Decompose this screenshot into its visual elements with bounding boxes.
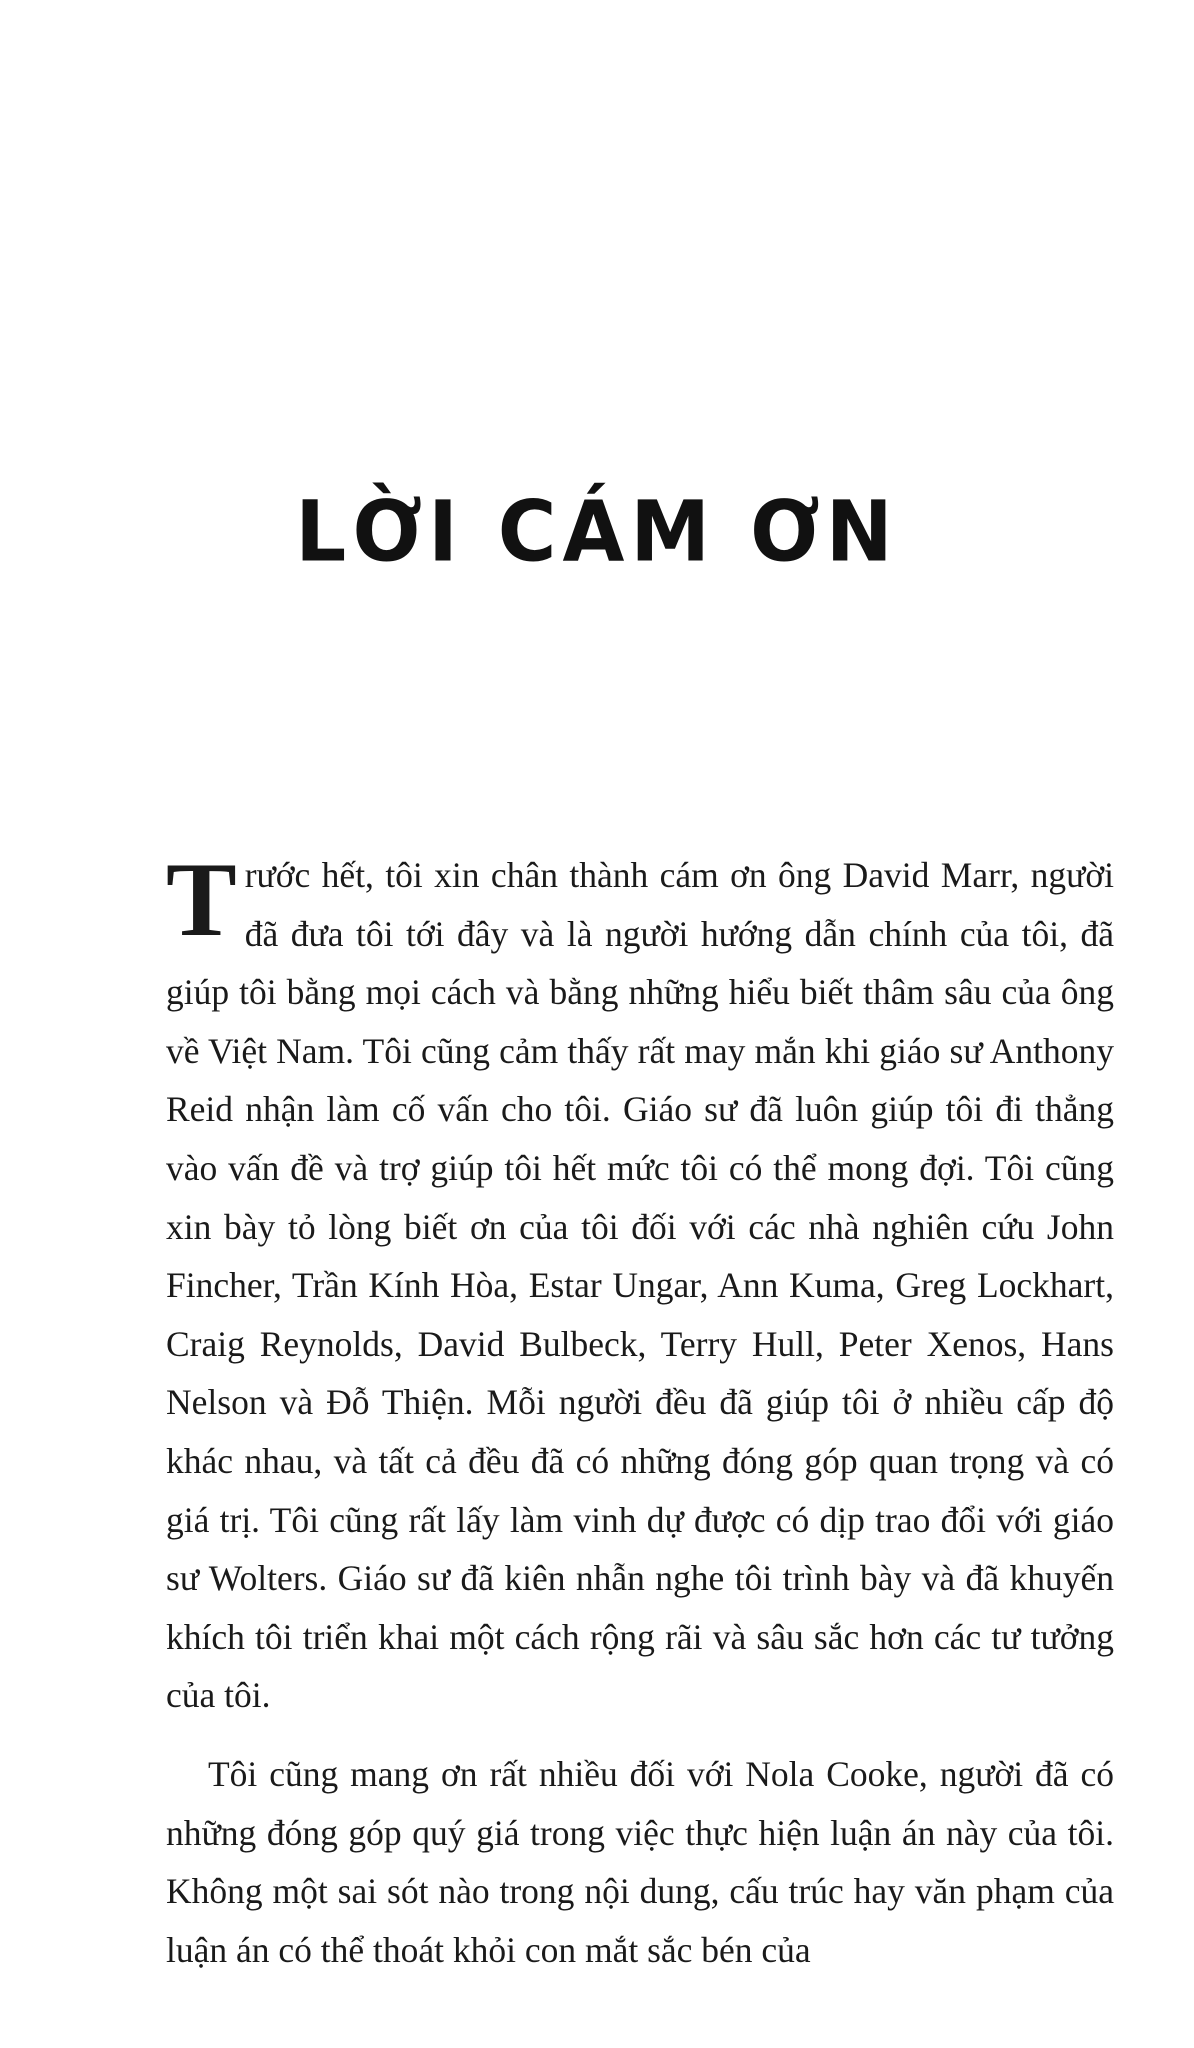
paragraph-2: Tôi cũng mang ơn rất nhiều đối với Nola Cooke, người đã có những đóng góp quý giá trong việc thực hiện luận án này của tôi. Không một sai sót nào trong nội dung, cấu trúc hay văn phạm của luận án có thể thoát khỏi con mắt sắc bén của	[166, 1753, 1114, 1970]
page-title: LỜI CÁM ƠN	[295, 482, 899, 580]
paragraph-1	[166, 841, 1114, 1725]
paragraph-1-text: rước hết, tôi xin chân thành cám ơn ông David Marr, người đã đưa tôi tới đây và là người hướng dẫn chính của tôi, đã giúp tôi bằng mọi cách và bằng những hiểu biết thâm sâu của ông về Việt Nam. Tôi cũng cảm thấy rất may mắn khi giáo sư Anthony Reid nhận làm cố vấn cho tôi. Giáo sư đã luôn giúp tôi đi thẳng vào vấn đề và trợ giúp tôi hết mức tôi có thể mong đợi. Tôi cũng xin bày tỏ lòng biết ơn của tôi đối với các nhà nghiên cứu John Fincher, Trần Kính Hòa, Estar Ungar, Ann Kuma, Greg Lockhart, Craig Reynolds, David Bulbeck, Terry Hull, Peter Xenos, Hans Nelson và Đỗ Thiện. Mỗi người đều đã giúp tôi ở nhiều cấp độ khác nhau, và tất cả đều đã có những đóng góp quan trọng và có giá trị. Tôi cũng rất lấy làm vinh dự được có dịp trao đổi với giáo sư Wolters. Giáo sư đã kiên nhẫn nghe tôi trình bày và đã khuyến khích tôi triển khai một cách rộng rãi và sâu sắc hơn các tư tưởng của tôi.	[166, 855, 1114, 1716]
body-text	[166, 841, 1114, 1979]
drop-cap: T	[166, 841, 237, 958]
